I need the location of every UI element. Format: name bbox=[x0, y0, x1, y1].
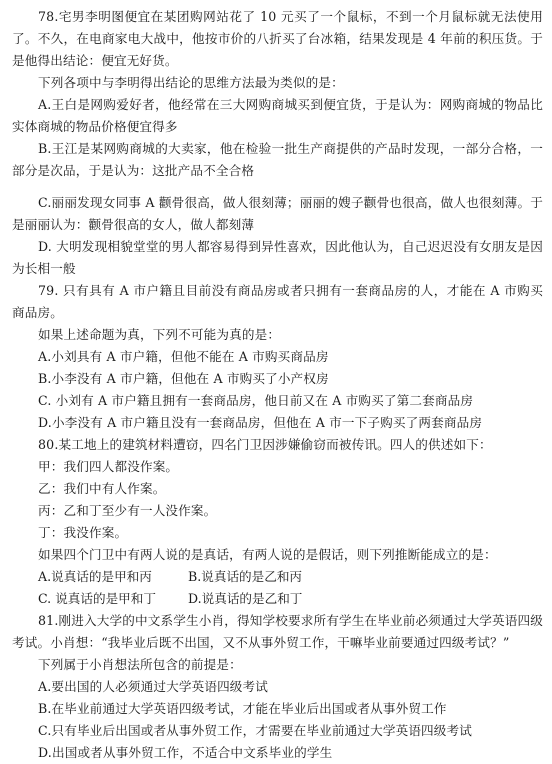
q81-option-d: D.出国或者从事外贸工作，不适合中文系毕业的学生 bbox=[38, 745, 333, 760]
q80-option-d: D.说真话的是乙和丁 bbox=[188, 591, 303, 606]
q79-option-c: C. 小刘有 A 市户籍且拥有一套商品房，他日前又在 A 市购买了第二套商品房 bbox=[38, 393, 474, 408]
q80-statement-jia: 甲：我们四人都没作案。 bbox=[38, 459, 179, 474]
q81-option-c: C.只有毕业后出国或者从事外贸工作，才需要在毕业前通过大学英语四级考试 bbox=[38, 723, 473, 738]
q79-stem: 79. 只有具有 A 市户籍且目前没有商品房或者只拥有一套商品房的人，才能在 A 市购买商品房。 bbox=[12, 283, 543, 320]
q81-stem: 81.刚进入大学的中文系学生小肖，得知学校要求所有学生在毕业前必须通过大学英语四级考试。小肖想：“我毕业后既不出国，又不从事外贸工作，干嘛毕业前要通过四级考试？” bbox=[12, 613, 543, 650]
q78-option-a: A.王白是网购爱好者，他经常在三大网购商城买到便宜货，于是认为：网购商城的物品比实体商城的物品价格便宜得多 bbox=[12, 97, 543, 134]
q80-statement-ding: 丁：我没作案。 bbox=[38, 525, 128, 540]
q80-prompt: 如果四个门卫中有两人说的是真话，有两人说的是假话，则下列推断能成立的是： bbox=[38, 547, 497, 562]
q79-prompt: 如果上述命题为真，下列不可能为真的是： bbox=[38, 327, 281, 342]
q79-option-d: D.小李没有 A 市户籍且没有一套商品房，但他在 A 市一下子购买了两套商品房 bbox=[38, 415, 483, 430]
q81-option-b: B.在毕业前通过大学英语四级考试，才能在毕业后出国或者从事外贸工作 bbox=[38, 701, 447, 716]
q78-stem: 78.宅男李明图便宜在某团购网站花了 10 元买了一个鼠标，不到一个月鼠标就无法使用了。不久，在电商家电大战中，他按市价的八折买了台冰箱，结果发现是 4 年前的积压货。于是他得出结论：便宜无好货。 bbox=[12, 9, 543, 68]
spacer bbox=[12, 182, 543, 192]
q79-option-b: B.小李没有 A 市户籍，但他在 A 市购买了小产权房 bbox=[38, 371, 329, 386]
q80-statement-bing: 丙：乙和丁至少有一人没作案。 bbox=[38, 503, 217, 518]
q80-option-b: B.说真话的是乙和丙 bbox=[188, 569, 303, 584]
q80-option-a: A.说真话的是甲和丙 bbox=[38, 569, 152, 584]
q78-option-d: D. 大明发现相貌堂堂的男人都容易得到异性喜欢，因此他认为，自己迟迟没有女朋友是因为长相一般 bbox=[12, 239, 543, 276]
q78-prompt: 下列各项中与李明得出结论的思维方法最为类似的是： bbox=[38, 75, 344, 90]
q81-prompt: 下列属于小肖想法所包含的前提是： bbox=[38, 657, 242, 672]
q80-statement-yi: 乙：我们中有人作案。 bbox=[38, 481, 166, 496]
q80-stem: 80.某工地上的建筑材料遭窃，四名门卫因涉嫌偷窃而被传讯。四人的供述如下： bbox=[38, 437, 492, 452]
q80-options-row-2 bbox=[12, 588, 543, 610]
q80-options-row-1 bbox=[12, 566, 543, 588]
question-78 bbox=[12, 6, 543, 280]
question-81 bbox=[12, 610, 543, 764]
q78-option-b: B.王江是某网购商城的大卖家，他在检验一批生产商提供的产品时发现，一部分合格，一部分是次品，于是认为：这批产品不全合格 bbox=[12, 141, 543, 178]
question-80 bbox=[12, 434, 543, 610]
q80-option-c: C. 说真话的是甲和丁 bbox=[38, 591, 156, 606]
q79-option-a: A.小刘具有 A 市户籍，但他不能在 A 市购买商品房 bbox=[38, 349, 329, 364]
q81-option-a: A.要出国的人必须通过大学英语四级考试 bbox=[38, 679, 269, 694]
q78-option-c: C.丽丽发现女同事 A 颧骨很高，做人很刻薄；丽丽的嫂子颧骨也很高，做人也很刻薄。于是丽丽认为：颧骨很高的女人，做人都刻薄 bbox=[12, 195, 543, 232]
question-79 bbox=[12, 280, 543, 434]
